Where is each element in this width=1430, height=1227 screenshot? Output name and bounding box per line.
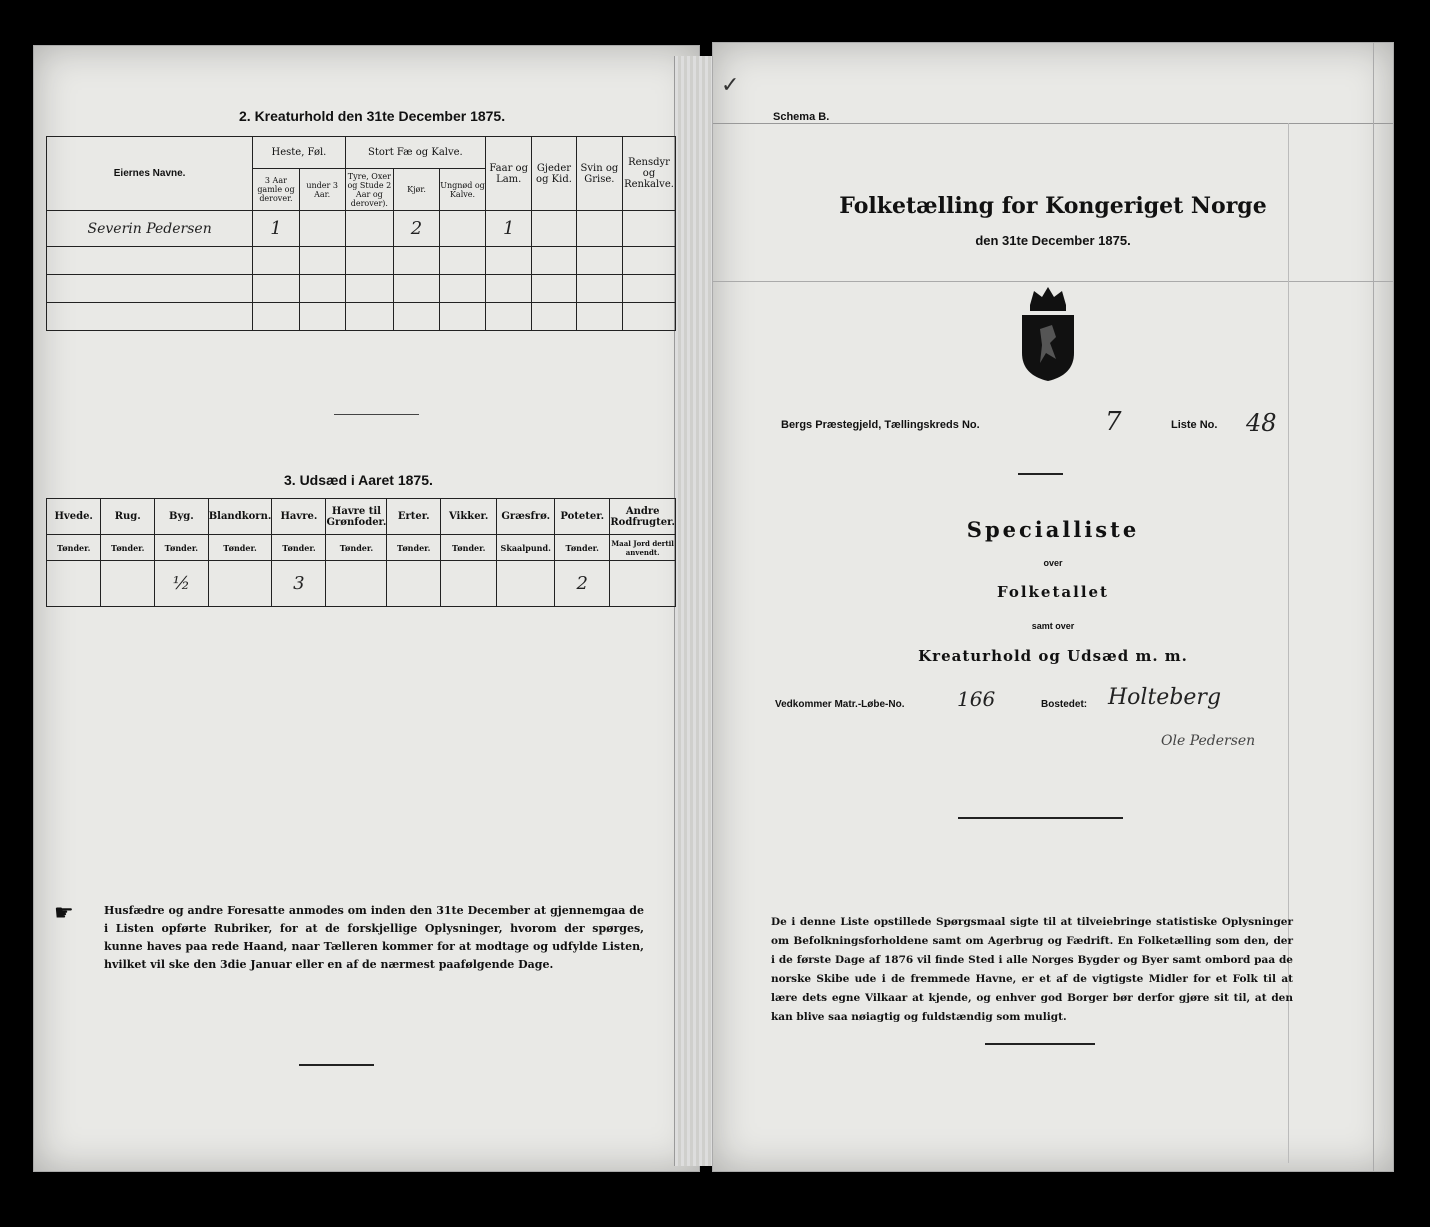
folketallet-text: Folketallet (997, 583, 1109, 601)
col-header: Byg. (155, 499, 209, 535)
divider (299, 1064, 374, 1066)
samt-over-text: samt over (1031, 621, 1075, 631)
unit-cell: Tønder. (326, 535, 387, 561)
col-header: Poteter. (555, 499, 610, 535)
unit-cell: Tønder. (555, 535, 610, 561)
svin-header: Svin og Grise. (576, 137, 622, 211)
value-cell: 3 (272, 561, 326, 607)
unit-cell: Tønder. (441, 535, 497, 561)
value-cell (497, 561, 555, 607)
col-header: Græsfrø. (497, 499, 555, 535)
col-header: Erter. (387, 499, 441, 535)
faar-cell: 1 (486, 211, 532, 247)
liste-label: Liste No. (1171, 419, 1218, 431)
stort-sub2: Kjør. (394, 169, 440, 211)
heste-cell: 1 (253, 211, 299, 247)
bleed-line (713, 281, 1393, 282)
unit-cell: Tønder. (101, 535, 155, 561)
unit-cell: Maal Jord dertil anvendt. (610, 535, 676, 561)
col-header: Blandkorn. (208, 499, 272, 535)
footer-text: De i denne Liste opstillede Spørgsmaal sigte til at tilveiebringe statistiske Oplysninger om Befolkningsforholdene samt om Agerbrug og Fædrift. En Folketælling som den, der i de første Dage af 1876 vil finde Sted i alle Norges Bygder og Byer samt ombord paa de norske Skibe ude i de fremmede Havne, er et af de vigtigste Midler for et Folk til at lære dets egne Vilkaar at kjende, og enhver god Borger bør derfor gjøre sit til, at den kan blive saa nøiagtig og fuldstændig som muligt. (771, 916, 1293, 1023)
value-cell (387, 561, 441, 607)
left-page (33, 45, 700, 1172)
bosted-value: Holteberg (1108, 685, 1222, 710)
divider (1018, 473, 1063, 475)
col-header: Havre. (272, 499, 326, 535)
section2-title: 2. Kreaturhold den 31te December 1875. (239, 108, 506, 124)
specialliste-heading: Specialliste (966, 517, 1140, 542)
owner-cell: Severin Pedersen (47, 211, 253, 247)
value-cell (326, 561, 387, 607)
gjeder-header: Gjeder og Kid. (532, 137, 577, 211)
unit-cell: Tønder. (387, 535, 441, 561)
table-row (47, 561, 676, 607)
divider (958, 817, 1123, 819)
sowing-table (46, 498, 676, 607)
coat-of-arms-icon (1016, 283, 1080, 383)
liste-no: 48 (1246, 409, 1277, 437)
unit-cell: Skaalpund. (497, 535, 555, 561)
heste-sub1: 3 Aar gamle og derover. (253, 169, 299, 211)
value-cell (47, 561, 101, 607)
right-page (712, 42, 1394, 1172)
divider (985, 1043, 1095, 1045)
unit-cell: Tønder. (208, 535, 272, 561)
col-header: Rug. (101, 499, 155, 535)
col-header: Hvede. (47, 499, 101, 535)
parish-label: Bergs Præstegjeld, Tællingskreds No. (781, 419, 980, 431)
col-header: Havre til Grønfoder. (326, 499, 387, 535)
col-header: Andre Rodfrugter. (610, 499, 676, 535)
matr-label: Vedkommer Matr.-Løbe-No. (775, 699, 905, 710)
table-row (47, 211, 676, 247)
value-cell: ½ (155, 561, 209, 607)
schema-label: Schema B. (773, 111, 830, 123)
heste-header: Heste, Føl. (253, 137, 345, 169)
kreaturhold-text: Kreaturhold og Udsæd m. m. (918, 647, 1188, 665)
stort-sub3: Ungnød og Kalve. (439, 169, 485, 211)
kjor-cell: 2 (394, 211, 440, 247)
divider (334, 414, 419, 415)
stort-sub1: Tyre, Oxer og Stude 2 Aar og derover). (345, 169, 394, 211)
rensdyr-header: Rensdyr og Renkalve. (623, 137, 676, 211)
owner-header: Eiernes Navne. (47, 137, 253, 211)
unit-cell: Tønder. (47, 535, 101, 561)
value-cell: 2 (555, 561, 610, 607)
page-title: Folketælling for Kongeriget Norge (839, 193, 1267, 219)
unit-cell: Tønder. (155, 535, 209, 561)
bosted-label: Bostedet: (1041, 699, 1088, 710)
bleed-line (713, 123, 1393, 124)
faar-header: Faar og Lam. (486, 137, 532, 211)
over-text: over (1043, 558, 1063, 568)
notice-text: Husfædre og andre Foresatte anmodes om inden den 31te December at gjennemgaa de i Listen opførte Rubriker, for at de forskjellige Oplysninger, hvorom der spørges, kunne haves paa rede Haand, naar Tælleren kommer for at modtage og udfylde Listen, hvilket vil ske den 3die Januar eller en af de nærmest paafølgende Dage. (104, 904, 644, 971)
stort-header: Stort Fæ og Kalve. (345, 137, 486, 169)
livestock-table (46, 136, 676, 331)
date-subtitle: den 31te December 1875. (975, 233, 1131, 248)
matr-no: 166 (957, 687, 996, 711)
pointing-hand-icon: ☛ (54, 901, 74, 926)
unit-cell: Tønder. (272, 535, 326, 561)
check-mark: ✓ (721, 73, 740, 98)
value-cell (441, 561, 497, 607)
section3-title: 3. Udsæd i Aaret 1875. (284, 472, 433, 488)
signature: Ole Pedersen (1161, 733, 1256, 749)
heste-sub2: under 3 Aar. (299, 169, 345, 211)
value-cell (208, 561, 272, 607)
kreds-no: 7 (1105, 407, 1122, 437)
value-cell (101, 561, 155, 607)
value-cell (610, 561, 676, 607)
col-header: Vikker. (441, 499, 497, 535)
